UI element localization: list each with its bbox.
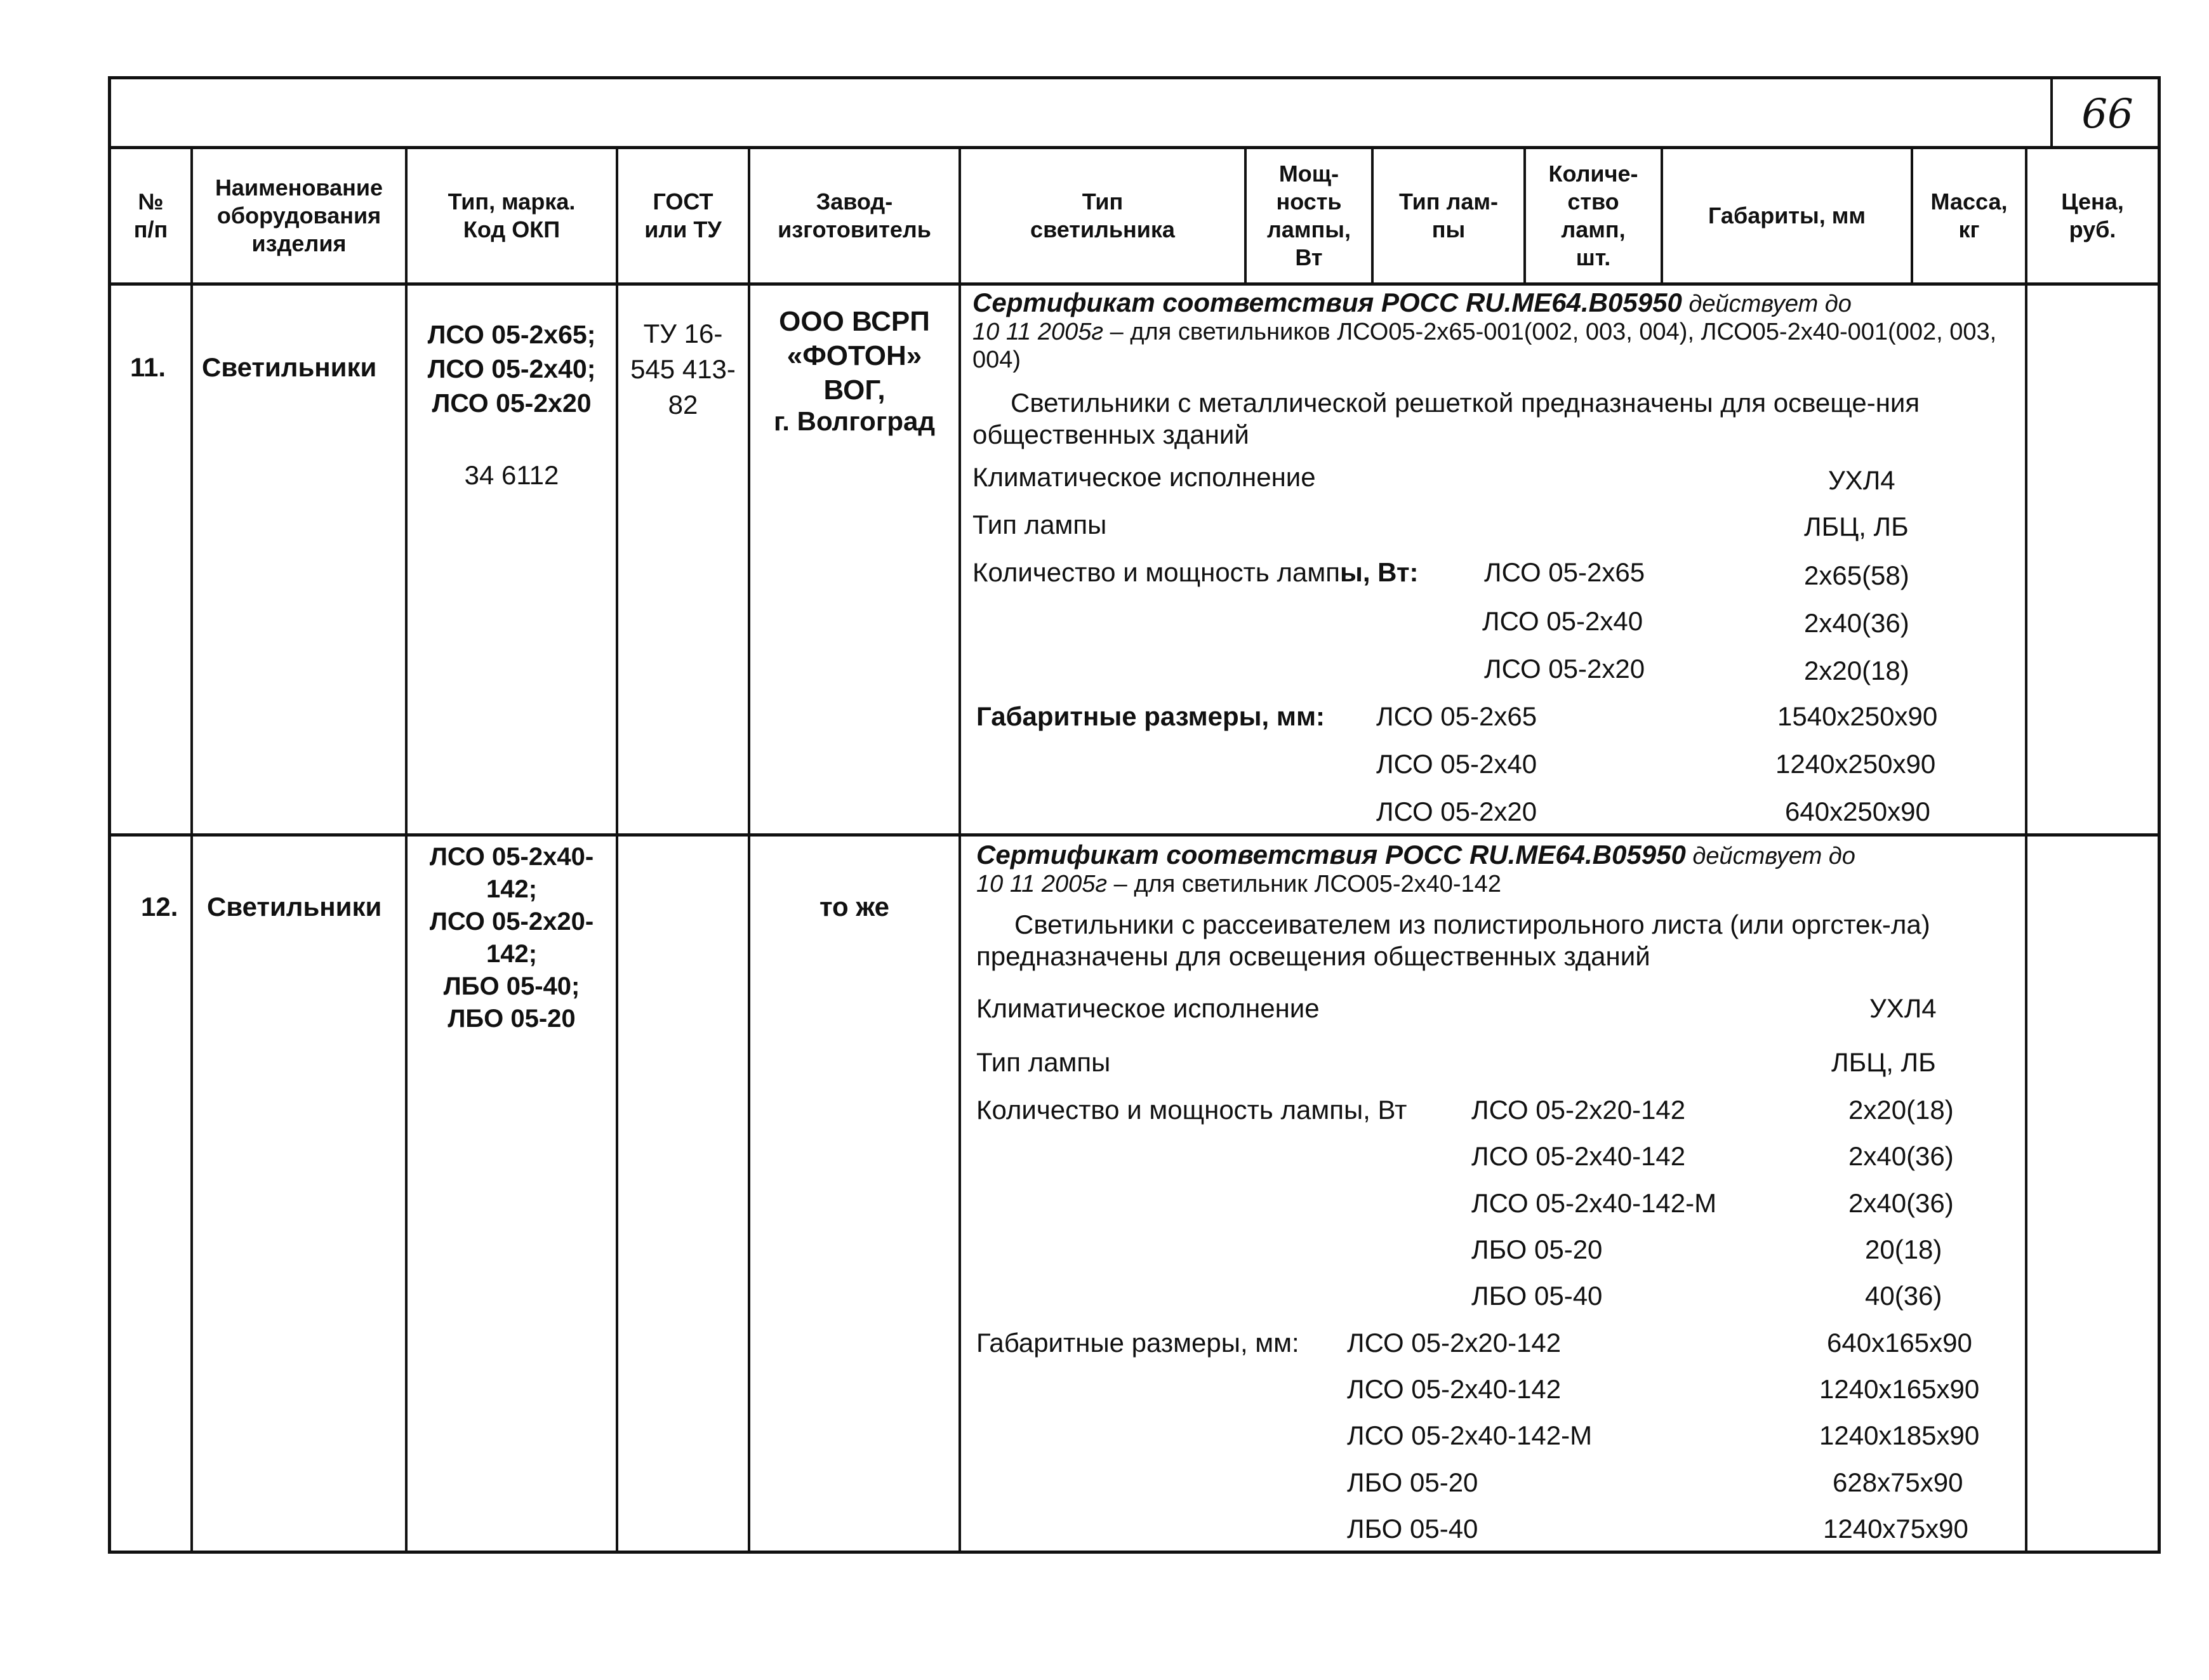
row-11-power-label: Количество и мощность лампы, Вт: (972, 557, 1419, 587)
col-header-name: Наименование оборудования изделия (215, 175, 383, 256)
power-value: 20(18) (1865, 1234, 1942, 1264)
col-header-gost: ГОСТ или ТУ (644, 189, 722, 242)
dims-value: 1540х250х90 (1777, 701, 1938, 731)
power-model: ЛСО 05-2х20 (1484, 654, 1645, 684)
col-header-dims: Габариты, мм (1708, 202, 1866, 228)
row-12-factory: то же (819, 892, 889, 922)
col-header-lamp-type: Тип лам- пы (1398, 189, 1498, 242)
row-11-climate-label: Климатическое исполнение (972, 462, 1316, 492)
row-11-lamp-value: ЛБЦ, ЛБ (1804, 512, 1909, 541)
col-header-type: Тип, марка. Код ОКП (448, 189, 576, 242)
power-value: 2х40(36) (1848, 1141, 1954, 1171)
col-divider (2025, 146, 2027, 1554)
dims-model: ЛБО 05-40 (1347, 1514, 1478, 1544)
row-11-description: Светильники с металлической решеткой предназначены для освеще-ния общественных зданий (972, 388, 1920, 449)
row-12-number: 12. (141, 892, 178, 922)
header-bottom-line (108, 282, 2161, 286)
row-divider (108, 833, 2161, 837)
row-12-certificate (976, 841, 2017, 898)
row-11-gost: ТУ 16- 545 413- 82 (630, 319, 736, 420)
dims-model: ЛСО 05-2х65 (1376, 701, 1537, 731)
row-12-lamp-label: Тип лампы (976, 1047, 1111, 1077)
certificate-date: 10 11 2005г (976, 871, 1108, 897)
row-12-power-label: Количество и мощность лампы, Вт (976, 1095, 1407, 1125)
power-model: ЛСО 05-2х40 (1482, 606, 1643, 636)
dims-model: ЛСО 05-2х40-142 (1347, 1374, 1562, 1404)
power-model: ЛСО 05-2х40-142-М (1471, 1188, 1717, 1218)
row-11-types: ЛСО 05-2х65; ЛСО 05-2х40; ЛСО 05-2х20 (427, 320, 596, 418)
power-model: ЛБО 05-40 (1471, 1281, 1603, 1311)
dims-value: 1240х165х90 (1819, 1374, 1980, 1404)
row-12-lamp-value: ЛБЦ, ЛБ (1831, 1047, 1936, 1077)
row-12-climate-value: УХЛ4 (1869, 993, 1937, 1023)
certificate-valid-until: действует до (1685, 843, 1855, 870)
dims-model: ЛБО 05-20 (1347, 1467, 1478, 1497)
power-model: ЛБО 05-20 (1471, 1234, 1603, 1264)
row-12-climate-label: Климатическое исполнение (976, 993, 1320, 1023)
power-model: ЛСО 05-2х40-142 (1471, 1141, 1686, 1171)
power-value: 2х40(36) (1848, 1188, 1954, 1218)
col-header-power: Мощ- ность лампы, Вт (1266, 161, 1351, 270)
certificate-scope: – для светильник ЛСО05-2х40-142 (1107, 871, 1501, 897)
page-number-divider (2050, 76, 2053, 147)
power-value: 2х20(18) (1848, 1095, 1954, 1125)
col-header-price: Цена, руб. (2061, 189, 2124, 242)
row-11-lamp-label: Тип лампы (972, 510, 1107, 539)
row-11-okp: 34 6112 (464, 460, 559, 490)
row-11-name: Светильники (202, 352, 377, 382)
dims-value: 628х75х90 (1833, 1467, 1963, 1497)
certificate-scope: – для светильников ЛСО05-2х65-001(002, 003, 004), ЛСО05-2х40-001(002, 003, 004) (972, 319, 1997, 373)
certificate-valid-until: действует до (1682, 291, 1852, 317)
row-12-name: Светильники (207, 892, 382, 922)
page-number: 66 (2081, 91, 2133, 138)
row-12-types: ЛСО 05-2х40- 142; ЛСО 05-2х20- 142; ЛБО 05-40; ЛБО 05-20 (429, 843, 594, 1033)
col-divider (959, 146, 961, 1554)
row-11-factory: ООО ВСРП «ФОТОН» ВОГ, (779, 306, 930, 406)
certificate-title: Сертификат соответствия РОСС RU.ME64.B05950 (972, 288, 1682, 317)
row-12-dims-label: Габаритные размеры, мм: (976, 1328, 1299, 1358)
col-header-lamp-count: Количе- ство ламп, шт. (1548, 161, 1638, 270)
dims-model: ЛСО 05-2х40 (1376, 749, 1537, 779)
dims-model: ЛСО 05-2х40-142-М (1347, 1420, 1593, 1450)
power-model: ЛСО 05-2х20-142 (1471, 1095, 1686, 1125)
dims-value: 1240х185х90 (1819, 1420, 1980, 1450)
power-value: 2х40(36) (1804, 608, 1909, 638)
row-11-factory-city: г. Волгоград (773, 406, 935, 436)
dims-model: ЛСО 05-2х20-142 (1347, 1328, 1562, 1358)
power-model: ЛСО 05-2х65 (1484, 557, 1645, 587)
dims-value: 640х165х90 (1827, 1328, 1972, 1358)
dims-value: 1240х75х90 (1823, 1514, 1968, 1544)
certificate-title: Сертификат соответствия РОСС RU.ME64.B05950 (976, 840, 1686, 870)
certificate-date: 10 11 2005г (972, 319, 1104, 345)
power-value: 2х65(58) (1804, 560, 1909, 590)
col-header-factory: Завод- изготовитель (778, 189, 931, 242)
dims-value: 640х250х90 (1785, 797, 1930, 826)
power-value: 40(36) (1865, 1281, 1942, 1311)
col-header-mass: Масса, кг (1930, 189, 2008, 242)
dims-model: ЛСО 05-2х20 (1376, 797, 1537, 826)
dims-value: 1240х250х90 (1775, 749, 1936, 779)
row-11-dims-label: Габаритные размеры, мм: (976, 701, 1325, 731)
col-header-fixture: Тип светильника (1030, 189, 1175, 242)
col-divider (190, 146, 193, 1554)
row-11-climate-value: УХЛ4 (1828, 465, 1895, 495)
col-header-num: № п/п (133, 189, 168, 242)
row-12-description: Светильники с рассеивателем из полистирольного листа (или оргстек-ла) предназначены для освещения общественных зданий (976, 909, 1930, 971)
row-11-certificate (972, 289, 2013, 374)
power-value: 2х20(18) (1804, 656, 1909, 685)
row-11-number: 11. (130, 352, 166, 382)
